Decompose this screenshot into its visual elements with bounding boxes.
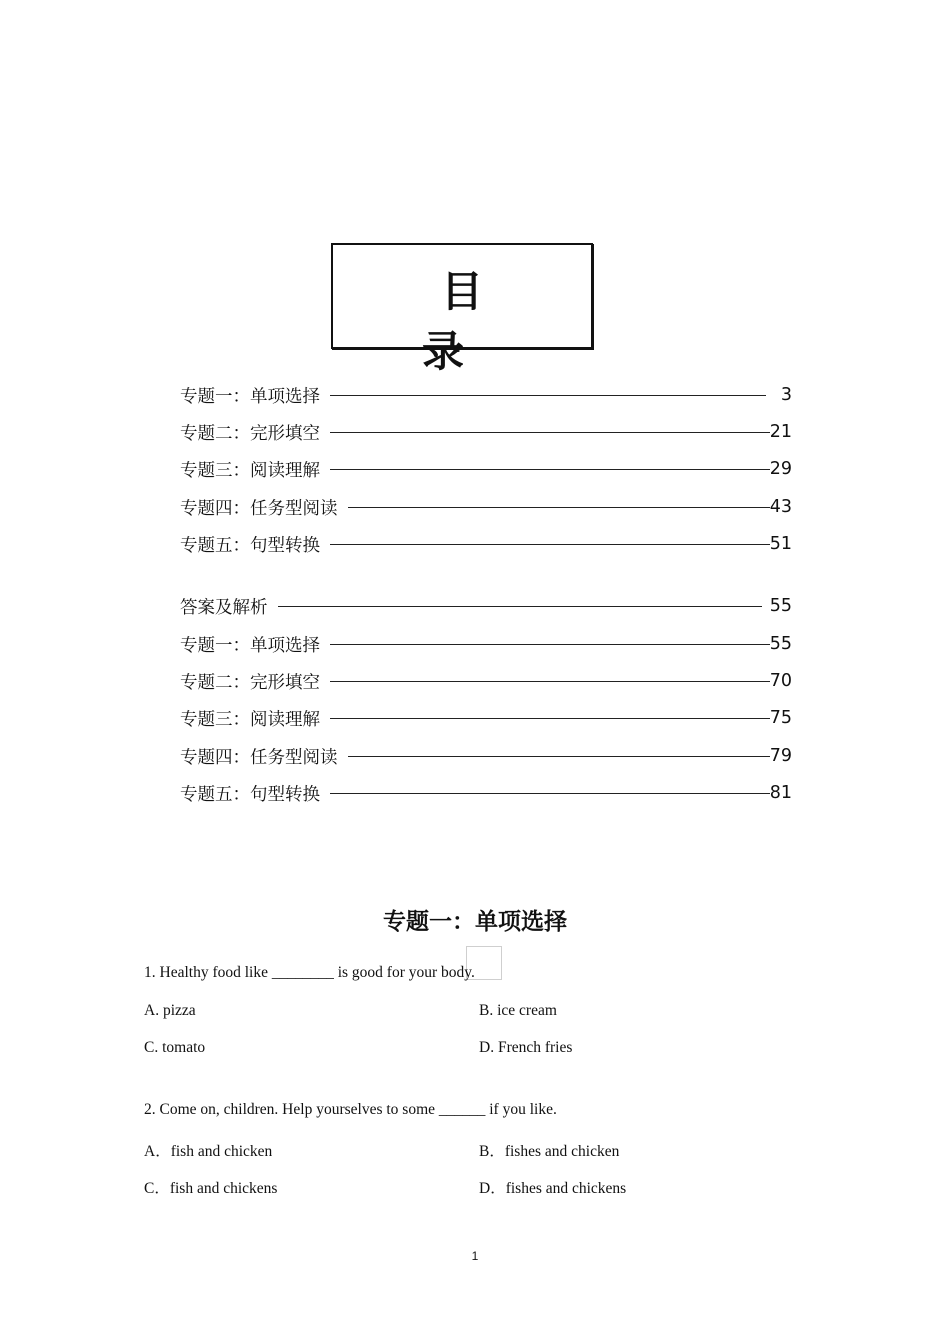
toc-entry[interactable] [180,494,792,520]
toc-leader-line [330,395,766,396]
toc-entry[interactable] [180,382,792,408]
question-option[interactable]: C．fish and chickens [144,1180,278,1197]
question-option[interactable]: A. pizza [144,1002,196,1019]
toc-entry-page: 75 [769,708,792,728]
toc-entry-label: 专题一：单项选择 [180,635,320,656]
toc-leader-line [330,544,770,545]
question-stem: 2. Come on, children. Help yourselves to some ______ if you like. [144,1101,557,1118]
toc-entry-page: 70 [769,671,792,691]
question-option[interactable]: B. ice cream [479,1002,557,1019]
toc-entry[interactable] [180,705,792,731]
toc-entry-label: 专题五：句型转换 [180,535,320,556]
toc-entry-page: 29 [769,459,792,479]
toc-entry-label: 专题五：句型转换 [180,784,320,805]
toc-entry-label: 专题二：完形填空 [180,672,320,693]
toc-leader-line [330,793,770,794]
toc-entry-page: 51 [769,534,792,554]
section-heading: 专题一：单项选择 [383,909,567,935]
toc-entry-label: 专题二：完形填空 [180,423,320,444]
toc-entry[interactable] [180,593,792,619]
question-option[interactable]: A．fish and chicken [144,1143,273,1160]
toc-entry-label: 专题三：阅读理解 [180,460,320,481]
page-number: 1 [471,1249,479,1263]
toc-entry[interactable] [180,419,792,445]
toc-entry-page: 55 [769,634,792,654]
toc-entry-page: 43 [769,497,792,517]
toc-entry-label: 专题四：任务型阅读 [180,498,338,519]
toc-entry[interactable] [180,780,792,806]
toc-leader-line [348,507,770,508]
toc-entry-label: 答案及解析 [180,597,268,618]
toc-entry[interactable] [180,743,792,769]
toc-title-box [331,243,602,376]
toc-entry[interactable] [180,456,792,482]
toc-entry-label: 专题四：任务型阅读 [180,747,338,768]
toc-entry[interactable] [180,531,792,557]
toc-leader-line [330,718,770,719]
toc-entry-page: 81 [769,783,792,803]
toc-leader-line [330,644,770,645]
toc-entry-page: 3 [780,385,792,405]
toc-entry-page: 55 [769,596,792,616]
toc-entry-page: 21 [769,422,792,442]
toc-leader-line [278,606,762,607]
toc-entry-label: 专题三：阅读理解 [180,709,320,730]
question-option[interactable]: C. tomato [144,1039,206,1056]
question-option[interactable]: D. French fries [479,1039,573,1056]
toc-leader-line [348,756,770,757]
toc-leader-line [330,469,770,470]
toc-leader-line [330,432,770,433]
question-option[interactable]: B．fishes and chicken [479,1143,620,1160]
toc-entry[interactable] [180,668,792,694]
toc-title: 目 录 [421,267,602,376]
question-stem: 1. Healthy food like ________ is good for your body. [144,964,475,981]
toc-leader-line [330,681,770,682]
question-option[interactable]: D．fishes and chickens [479,1180,627,1197]
toc-entry-page: 79 [769,746,792,766]
toc-entry-label: 专题一：单项选择 [180,386,320,407]
toc-entry[interactable] [180,631,792,657]
